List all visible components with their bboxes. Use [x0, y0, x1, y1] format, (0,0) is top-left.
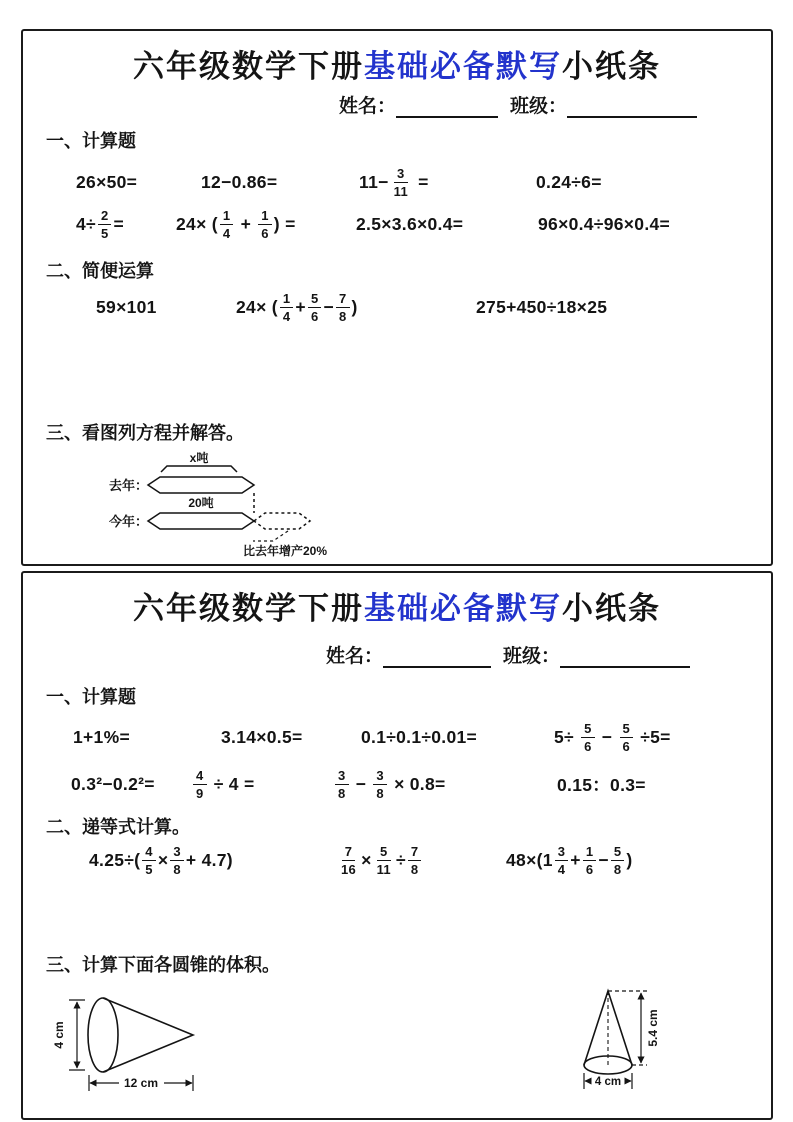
fraction: $\frac{5}{6}$	[620, 722, 634, 753]
name-class-line	[326, 641, 690, 668]
math-problem: 12−0.86=	[201, 171, 278, 192]
section-heading-simplified: 二、简便运算	[46, 261, 154, 281]
math-problem: 3.14×0.5=	[221, 726, 303, 747]
worksheet-page-1	[21, 29, 773, 566]
amount-20t-label: 20吨	[188, 496, 214, 510]
math-problem: 24× ( $\frac{1}{4}$ + $\frac{1}{6}$ ) =	[176, 207, 296, 241]
increase-dashed-segment	[254, 513, 310, 529]
section-heading-equation-diagram: 三、看图列方程并解答。	[46, 423, 244, 443]
math-problem: 4÷ $\frac{2}{5}$ =	[76, 207, 124, 241]
class-blank	[560, 646, 690, 668]
math-problem: 11− $\frac{3}{11}$ =	[359, 165, 429, 199]
math-problem: 59×101	[96, 296, 157, 317]
right-cone-figure	[584, 991, 632, 1074]
left-cone-base-label: 12 cm	[123, 1076, 159, 1090]
fraction: $\frac{1}{6}$	[258, 209, 272, 240]
math-problem: 275+450÷18×25	[476, 296, 608, 317]
cone-diagrams	[23, 973, 775, 1121]
math-problem: 0.3²−0.2²=	[71, 773, 155, 794]
fraction: $\frac{7}{8}$	[336, 292, 350, 323]
section-heading-calculation: 一、计算题	[46, 687, 136, 707]
fraction: $\frac{1}{4}$	[220, 209, 234, 240]
fraction: $\frac{3}{8}$	[170, 845, 184, 876]
fraction: $\frac{5}{8}$	[611, 845, 625, 876]
math-problem: 24× ( $\frac{1}{4}$ + $\frac{5}{6}$ − $\frac{7}{8}$ )	[236, 290, 358, 324]
last-year-label: 去年：	[109, 478, 149, 493]
fraction: $\frac{2}{5}$	[98, 209, 112, 240]
fraction: $\frac{7}{16}$	[341, 843, 357, 877]
right-cone-base-label: 4 cm	[594, 1076, 622, 1088]
section-heading-calculation: 一、计算题	[46, 131, 136, 151]
increase-note-label: 比去年增产20%	[243, 544, 328, 558]
name-blank	[396, 96, 498, 118]
fraction: $\frac{1}{4}$	[280, 292, 294, 323]
name-label: 姓名：	[339, 96, 397, 117]
title-suffix: 小纸条	[562, 591, 661, 626]
fraction: $\frac{5}{6}$	[581, 722, 595, 753]
title-prefix: 六年级数学下册	[133, 49, 364, 84]
last-year-bar	[148, 477, 254, 493]
x-tons-label: x吨	[189, 451, 209, 465]
math-problem: 0.24÷6=	[536, 171, 602, 192]
section-heading-step-calculation: 二、递等式计算。	[46, 817, 190, 837]
title-highlight: 基础必备默写	[364, 591, 562, 626]
callout-tail-line	[253, 531, 288, 541]
math-problem: $\frac{7}{16}$ × $\frac{5}{11}$ ÷ $\frac{7}{8}$	[336, 838, 423, 882]
math-problem: 0.1÷0.1÷0.01=	[361, 726, 478, 747]
math-problem: 4.25÷( $\frac{4}{5}$ × $\frac{3}{8}$ + 4.7)	[89, 843, 233, 877]
fraction: $\frac{3}{4}$	[555, 845, 569, 876]
title-prefix: 六年级数学下册	[133, 591, 364, 626]
math-problem: 2.5×3.6×0.4=	[356, 213, 464, 234]
x-tons-brace	[161, 466, 237, 472]
math-problem: 26×50=	[76, 171, 138, 192]
title-highlight: 基础必备默写	[364, 49, 562, 84]
worksheet-page-2	[21, 571, 773, 1120]
fraction: $\frac{3}{8}$	[335, 769, 349, 800]
section-heading-cone-volume: 三、计算下面各圆锥的体积。	[46, 955, 280, 975]
title-suffix: 小纸条	[562, 49, 661, 84]
fraction: $\frac{3}{8}$	[373, 769, 387, 800]
fraction: $\frac{3}{11}$	[393, 165, 408, 199]
class-label: 班级：	[503, 646, 561, 667]
math-problem: 96×0.4÷96×0.4=	[538, 213, 671, 234]
fraction: $\frac{4}{9}$	[193, 769, 207, 800]
fraction: $\frac{4}{5}$	[142, 845, 156, 876]
math-problem: $\frac{4}{9}$ ÷ 4 =	[191, 762, 254, 806]
math-problem: 5÷ $\frac{5}{6}$ − $\frac{5}{6}$ ÷5=	[554, 720, 671, 754]
math-problem: 1+1%=	[73, 726, 130, 747]
left-cone-height-label: 4 cm	[52, 1021, 66, 1049]
left-cone-sides	[103, 998, 193, 1072]
name-blank	[383, 646, 491, 668]
fraction: $\frac{1}{6}$	[583, 845, 597, 876]
name-label: 姓名：	[326, 646, 384, 667]
fraction: $\frac{5}{11}$	[376, 843, 391, 877]
fraction: $\frac{5}{6}$	[308, 292, 322, 323]
math-problem: 48×(1 $\frac{3}{4}$ + $\frac{1}{6}$ − $\frac{5}{8}$ )	[506, 843, 633, 877]
class-label: 班级：	[510, 96, 568, 117]
left-cone-figure	[88, 998, 193, 1072]
math-problem: 0.15：0.3=	[557, 774, 646, 795]
name-class-line	[339, 91, 697, 118]
this-year-bar	[148, 513, 254, 529]
class-blank	[567, 96, 697, 118]
bar-model-diagram	[103, 451, 433, 563]
this-year-label: 今年：	[109, 514, 149, 529]
fraction: $\frac{7}{8}$	[408, 845, 422, 876]
right-cone-height-label: 5.4 cm	[646, 1009, 660, 1047]
math-problem: $\frac{3}{8}$ − $\frac{3}{8}$ × 0.8=	[333, 762, 446, 806]
page-title	[23, 583, 771, 628]
page-title	[23, 41, 771, 86]
left-cone-base	[88, 998, 118, 1072]
